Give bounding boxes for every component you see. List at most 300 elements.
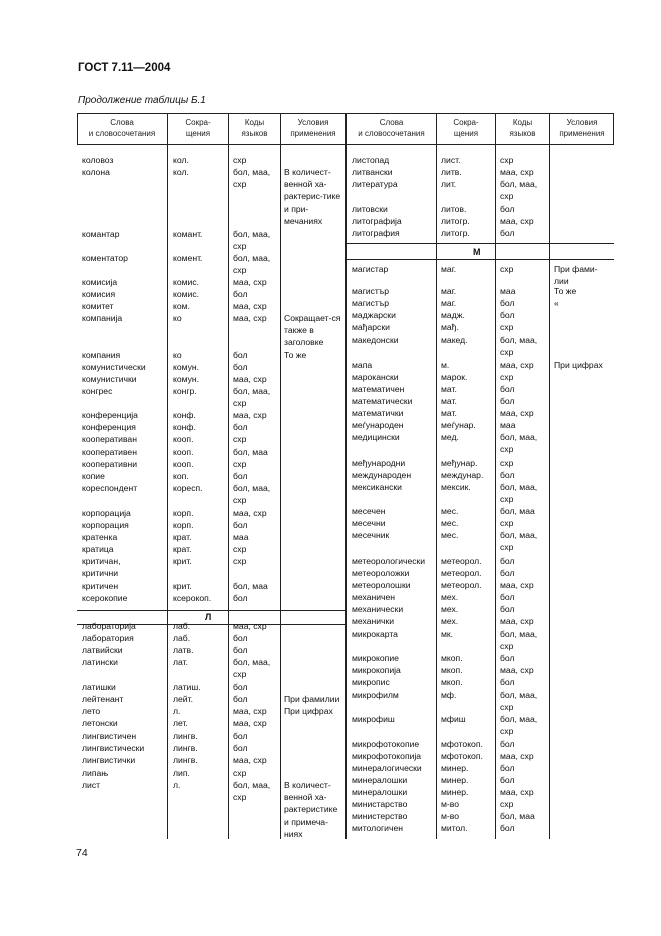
abbreviation-cell: кооп. (173, 447, 194, 457)
language-code-cell: бол (233, 731, 248, 741)
language-code-cell: бол (233, 633, 248, 643)
language-code-cell: бол, маа (500, 506, 535, 516)
col-header-codes-right: Коды языков (509, 118, 536, 138)
language-code-cell: схр (500, 264, 514, 274)
word-cell: кореспондент (82, 483, 138, 493)
abbreviation-cell: комис. (173, 277, 200, 287)
abbreviation-cell: мес. (441, 518, 459, 528)
word-cell: математически (352, 396, 413, 406)
abbreviation-cell: лаб. (173, 633, 191, 643)
language-code-cell: бол, маа, (233, 386, 271, 396)
abbreviation-cell: комис. (173, 289, 200, 299)
word-cell: компанија (82, 313, 123, 323)
language-code-cell: бол, маа, (233, 253, 271, 263)
condition-cell: То же (284, 350, 307, 360)
word-cell: критичан, (82, 556, 121, 566)
language-code-cell: схр (500, 444, 514, 454)
abbreviation-cell: мес. (441, 530, 459, 540)
language-code-cell: бол, маа, (233, 483, 271, 493)
language-code-cell: схр (500, 191, 514, 201)
word-cell: коловоз (82, 155, 114, 165)
col-header-abbr-left: Сокра- щения (185, 118, 211, 138)
language-code-cell: бол (500, 310, 515, 320)
col-header-abbr-right: Сокра- щения (453, 118, 479, 138)
abbreviation-cell: крат. (173, 532, 192, 542)
word-cell: мађарски (352, 322, 390, 332)
abbreviation-cell: минер. (441, 763, 469, 773)
word-cell: метеороложки (352, 568, 410, 578)
word-cell: микрофилм (352, 690, 399, 700)
word-cell: македонски (352, 335, 399, 345)
language-code-cell: бол, маа, (500, 432, 538, 442)
abbreviations-table (77, 113, 614, 839)
abbreviation-cell: кол. (173, 155, 189, 165)
abbreviation-cell: мексик. (441, 482, 471, 492)
word-cell: маджарски (352, 310, 396, 320)
word-cell: микрокарта (352, 629, 398, 639)
abbreviation-cell: маг. (441, 264, 457, 274)
word-cell: механичен (352, 592, 396, 602)
language-code-cell: бол (233, 743, 248, 753)
language-code-cell: бол, маа, (500, 179, 538, 189)
abbreviation-cell: метеорол. (441, 568, 482, 578)
abbreviation-cell: комун. (173, 374, 200, 384)
language-code-cell: схр (233, 544, 247, 554)
word-cell: липањ (82, 768, 109, 778)
abbreviation-cell: међунар. (441, 458, 478, 468)
abbreviation-cell: лингв. (173, 743, 198, 753)
word-cell: митологичен (352, 823, 403, 833)
word-cell: министерство (352, 811, 408, 821)
language-code-cell: маа, схр (233, 313, 267, 323)
language-code-cell: бол (500, 775, 515, 785)
word-cell: лабораторија (82, 621, 136, 631)
language-code-cell: бол (233, 350, 248, 360)
word-cell: копие (82, 471, 105, 481)
abbreviation-cell: мадж. (441, 310, 465, 320)
word-cell: коментатор (82, 253, 128, 263)
language-code-cell: маа, схр (233, 301, 267, 311)
language-code-cell: схр (500, 372, 514, 382)
abbreviation-cell: корп. (173, 520, 194, 530)
abbreviation-cell: лингв. (173, 755, 198, 765)
abbreviation-cell: л. (173, 706, 181, 716)
word-cell: медицински (352, 432, 400, 442)
language-code-cell: схр (500, 542, 514, 552)
word-cell: критични (82, 568, 119, 578)
language-code-cell: бол (500, 763, 515, 773)
language-code-cell: схр (500, 726, 514, 736)
word-cell: листопад (352, 155, 390, 165)
abbreviation-cell: мех. (441, 592, 459, 602)
word-cell: микрофотокопија (352, 751, 422, 761)
abbreviation-cell: лейт. (173, 694, 193, 704)
word-cell: комисија (82, 277, 118, 287)
language-code-cell: схр (233, 792, 247, 802)
abbreviation-cell: конгр. (173, 386, 197, 396)
abbreviation-cell: минер. (441, 787, 469, 797)
document-header: ГОСТ 7.11—2004 (78, 62, 171, 74)
abbreviation-cell: латиш. (173, 682, 201, 692)
language-code-cell: маа, схр (233, 410, 267, 420)
abbreviation-cell: лист. (441, 155, 461, 165)
language-code-cell: схр (233, 768, 247, 778)
language-code-cell: бол, маа (233, 447, 268, 457)
language-code-cell: маа, схр (233, 277, 267, 287)
word-cell: мапа (352, 360, 373, 370)
abbreviation-cell: лат. (173, 657, 188, 667)
language-code-cell: бол, маа, (500, 530, 538, 540)
word-cell: кооперативан (82, 434, 137, 444)
language-code-cell: бол (500, 228, 515, 238)
col-header-conditions-left: Условия применения (290, 118, 336, 138)
language-code-cell: маа, схр (500, 216, 534, 226)
abbreviation-cell: лип. (173, 768, 190, 778)
word-cell: латишки (82, 682, 116, 692)
language-code-cell: маа (500, 286, 516, 296)
language-code-cell: бол, маа (233, 581, 268, 591)
word-cell: микрофотокопие (352, 739, 420, 749)
condition-cell: В количест-венной ха-рактеристике и примеча-ниях (284, 780, 338, 839)
language-code-cell: маа, схр (233, 755, 267, 765)
abbreviation-cell: м-во (441, 811, 460, 821)
word-cell: лаборатория (82, 633, 134, 643)
abbreviation-cell: м. (441, 360, 450, 370)
word-cell: конгрес (82, 386, 113, 396)
word-cell: математички (352, 408, 404, 418)
abbreviation-cell: маг. (441, 286, 457, 296)
abbreviation-cell: мф. (441, 690, 457, 700)
language-code-cell: бол (500, 592, 515, 602)
language-code-cell: бол, маа, (233, 229, 271, 239)
word-cell: летонски (82, 718, 118, 728)
word-cell: лингвистички (82, 755, 136, 765)
abbreviation-cell: мех. (441, 604, 459, 614)
language-code-cell: бол, маа (500, 811, 535, 821)
language-code-cell: бол (233, 682, 248, 692)
word-cell: лингвистически (82, 743, 145, 753)
abbreviation-cell: конф. (173, 422, 196, 432)
language-code-cell: бол (500, 556, 515, 566)
word-cell: комисия (82, 289, 116, 299)
language-code-cell: маа, схр (500, 616, 534, 626)
col-header-codes-left: Коды языков (241, 118, 268, 138)
word-cell: литовски (352, 204, 388, 214)
abbreviation-cell: лит. (441, 179, 457, 189)
language-code-cell: бол, маа, (500, 629, 538, 639)
abbreviation-cell: крат. (173, 544, 192, 554)
word-cell: микрокопија (352, 665, 401, 675)
word-cell: микрофиш (352, 714, 395, 724)
language-code-cell: бол (500, 568, 515, 578)
word-cell: комунистически (82, 362, 146, 372)
word-cell: конференција (82, 410, 138, 420)
abbreviation-cell: мкоп. (441, 665, 463, 675)
abbreviation-cell: минер. (441, 775, 469, 785)
language-code-cell: бол (500, 823, 515, 833)
section-m-bottom (346, 259, 614, 260)
language-code-cell: бол (233, 362, 248, 372)
language-code-cell: маа, схр (500, 360, 534, 370)
language-code-cell: маа, схр (500, 408, 534, 418)
abbreviation-cell: крит. (173, 581, 192, 591)
language-code-cell: бол (233, 645, 248, 655)
section-m-top (346, 243, 614, 244)
word-cell: кратенка (82, 532, 118, 542)
language-code-cell: схр (500, 458, 514, 468)
word-cell: лейтенант (82, 694, 124, 704)
word-cell: кооперативен (82, 447, 137, 457)
abbreviation-cell: л. (173, 780, 181, 790)
word-cell: международен (352, 470, 412, 480)
abbreviation-cell: коп. (173, 471, 189, 481)
abbreviation-cell: лингв. (173, 731, 198, 741)
language-code-cell: бол, маа, (233, 657, 271, 667)
section-letter-l: Л (205, 612, 212, 622)
word-cell: кратица (82, 544, 114, 554)
language-code-cell: маа, схр (500, 787, 534, 797)
abbreviation-cell: комун. (173, 362, 200, 372)
abbreviation-cell: кооп. (173, 434, 194, 444)
word-cell: метеоролошки (352, 580, 411, 590)
abbreviation-cell: ко (173, 313, 182, 323)
col-sep-right-1 (436, 113, 437, 839)
language-code-cell: бол (500, 653, 515, 663)
abbreviation-cell: мат. (441, 408, 457, 418)
abbreviation-cell: конф. (173, 410, 196, 420)
abbreviation-cell: комент. (173, 253, 203, 263)
language-code-cell: схр (500, 641, 514, 651)
language-code-cell: схр (500, 518, 514, 528)
col-header-words-left: Слова и словосочетания (88, 118, 156, 138)
word-cell: меѓународен (352, 420, 404, 430)
col-header-conditions-right: Условия применения (559, 118, 605, 138)
language-code-cell: бол (233, 289, 248, 299)
condition-cell: То же (554, 286, 577, 296)
language-code-cell: маа, схр (500, 751, 534, 761)
abbreviation-cell: меѓунар. (441, 420, 476, 430)
word-cell: ксерокопие (82, 593, 128, 603)
abbreviation-cell: мађ. (441, 322, 459, 332)
word-cell: магистър (352, 298, 390, 308)
language-code-cell: бол, маа, (500, 335, 538, 345)
word-cell: конференция (82, 422, 136, 432)
abbreviation-cell: мех. (441, 616, 459, 626)
language-code-cell: маа, схр (233, 374, 267, 384)
abbreviation-cell: литогр. (441, 216, 470, 226)
abbreviation-cell: кол. (173, 167, 189, 177)
language-code-cell: схр (500, 155, 514, 165)
abbreviation-cell: м-во (441, 799, 460, 809)
abbreviation-cell: маг. (441, 298, 457, 308)
language-code-cell: схр (233, 241, 247, 251)
abbreviation-cell: лаб. (173, 621, 191, 631)
word-cell: микропис (352, 677, 390, 687)
word-cell: латвийски (82, 645, 123, 655)
language-code-cell: схр (500, 494, 514, 504)
abbreviation-cell: ком. (173, 301, 190, 311)
word-cell: метеорологически (352, 556, 426, 566)
word-cell: мексикански (352, 482, 402, 492)
language-code-cell: бол, маа, (500, 714, 538, 724)
abbreviation-cell: ко (173, 350, 182, 360)
abbreviation-cell: комант. (173, 229, 203, 239)
word-cell: комунистички (82, 374, 137, 384)
word-cell: корпорација (82, 508, 131, 518)
word-cell: месечни (352, 518, 386, 528)
abbreviation-cell: латв. (173, 645, 194, 655)
language-code-cell: маа, схр (233, 621, 267, 631)
col-sep-left-1 (167, 113, 168, 839)
word-cell: механически (352, 604, 404, 614)
language-code-cell: схр (233, 265, 247, 275)
word-cell: механички (352, 616, 395, 626)
col-sep-left-3 (280, 113, 281, 839)
language-code-cell: маа, схр (233, 706, 267, 716)
word-cell: лингвистичен (82, 731, 137, 741)
language-code-cell: бол, маа, (233, 780, 271, 790)
condition-cell: В количест-венной ха-рактерис-тике и при-мечаниях (284, 167, 341, 226)
language-code-cell: маа, схр (233, 508, 267, 518)
language-code-cell: бол (233, 520, 248, 530)
language-code-cell: бол (233, 694, 248, 704)
center-divider (345, 113, 347, 839)
abbreviation-cell: мкоп. (441, 653, 463, 663)
abbreviation-cell: мфиш (441, 714, 466, 724)
language-code-cell: бол (500, 470, 515, 480)
language-code-cell: бол (233, 593, 248, 603)
language-code-cell: схр (233, 495, 247, 505)
language-code-cell: бол (500, 384, 515, 394)
abbreviation-cell: крит. (173, 556, 192, 566)
language-code-cell: схр (233, 155, 247, 165)
language-code-cell: схр (233, 669, 247, 679)
language-code-cell: маа, схр (500, 167, 534, 177)
word-cell: литвански (352, 167, 393, 177)
abbreviation-cell: метеорол. (441, 580, 482, 590)
language-code-cell: бол (500, 604, 515, 614)
language-code-cell: схр (500, 799, 514, 809)
language-code-cell: бол (233, 471, 248, 481)
col-sep-right-2 (495, 113, 496, 839)
language-code-cell: бол (233, 422, 248, 432)
language-code-cell: схр (233, 556, 247, 566)
abbreviation-cell: метеорол. (441, 556, 482, 566)
word-cell: литература (352, 179, 398, 189)
language-code-cell: бол, маа, (500, 690, 538, 700)
abbreviation-cell: лет. (173, 718, 188, 728)
word-cell: минералогически (352, 763, 422, 773)
word-cell: комитет (82, 301, 114, 311)
word-cell: минералошки (352, 775, 408, 785)
word-cell: месечник (352, 530, 390, 540)
word-cell: литографија (352, 216, 402, 226)
word-cell: математичен (352, 384, 405, 394)
word-cell: лист (82, 780, 101, 790)
condition-cell: При фамилии (284, 694, 340, 704)
section-l-top (77, 610, 345, 611)
language-code-cell: схр (233, 459, 247, 469)
word-cell: лето (82, 706, 101, 716)
table-caption: Продолжение таблицы Б.1 (78, 95, 206, 106)
language-code-cell: бол (500, 396, 515, 406)
abbreviation-cell: корп. (173, 508, 194, 518)
abbreviation-cell: мк. (441, 629, 454, 639)
abbreviation-cell: мфотокоп. (441, 751, 483, 761)
abbreviation-cell: литов. (441, 204, 467, 214)
col-sep-left-2 (228, 113, 229, 839)
abbreviation-cell: междунар. (441, 470, 484, 480)
word-cell: међународни (352, 458, 406, 468)
language-code-cell: схр (233, 398, 247, 408)
word-cell: колона (82, 167, 110, 177)
word-cell: магистар (352, 264, 389, 274)
language-code-cell: бол (500, 677, 515, 687)
language-code-cell: схр (500, 702, 514, 712)
condition-cell: При цифрах (554, 360, 603, 370)
col-sep-right-3 (549, 113, 550, 839)
language-code-cell: схр (500, 347, 514, 357)
language-code-cell: бол (500, 204, 515, 214)
language-code-cell: маа, схр (500, 580, 534, 590)
word-cell: критичен (82, 581, 119, 591)
language-code-cell: бол (500, 739, 515, 749)
word-cell: министарство (352, 799, 408, 809)
abbreviation-cell: мат. (441, 396, 457, 406)
language-code-cell: бол, маа, (233, 167, 271, 177)
abbreviation-cell: литогр. (441, 228, 470, 238)
abbreviation-cell: ксерокоп. (173, 593, 212, 603)
abbreviation-cell: коресп. (173, 483, 203, 493)
language-code-cell: схр (233, 434, 247, 444)
abbreviation-cell: мкоп. (441, 677, 463, 687)
abbreviation-cell: мфотокоп. (441, 739, 483, 749)
condition-cell: При цифрах (284, 706, 333, 716)
word-cell: компания (82, 350, 121, 360)
abbreviation-cell: мат. (441, 384, 457, 394)
condition-cell: При фами-лии (554, 264, 598, 287)
language-code-cell: маа, схр (233, 718, 267, 728)
word-cell: литография (352, 228, 400, 238)
page-number: 74 (76, 847, 88, 859)
abbreviation-cell: мед. (441, 432, 459, 442)
section-letter-m: М (473, 247, 481, 257)
language-code-cell: бол, маа, (500, 482, 538, 492)
word-cell: магистър (352, 286, 390, 296)
word-cell: комантар (82, 229, 120, 239)
language-code-cell: схр (500, 322, 514, 332)
language-code-cell: маа (233, 532, 249, 542)
language-code-cell: бол (500, 298, 515, 308)
word-cell: латински (82, 657, 118, 667)
language-code-cell: маа (500, 420, 516, 430)
word-cell: корпорация (82, 520, 129, 530)
word-cell: кооперативни (82, 459, 138, 469)
abbreviation-cell: кооп. (173, 459, 194, 469)
abbreviation-cell: мес. (441, 506, 459, 516)
condition-cell: Сокращает-ся также в заголовке (284, 313, 341, 348)
word-cell: марокански (352, 372, 399, 382)
word-cell: минералошки (352, 787, 408, 797)
col-header-words-right: Слова и словосочетания (358, 118, 425, 138)
word-cell: микрокопие (352, 653, 399, 663)
word-cell: месечен (352, 506, 386, 516)
abbreviation-cell: митол. (441, 823, 468, 833)
language-code-cell: схр (233, 179, 247, 189)
abbreviation-cell: макед. (441, 335, 468, 345)
abbreviation-cell: литв. (441, 167, 462, 177)
abbreviation-cell: марок. (441, 372, 468, 382)
